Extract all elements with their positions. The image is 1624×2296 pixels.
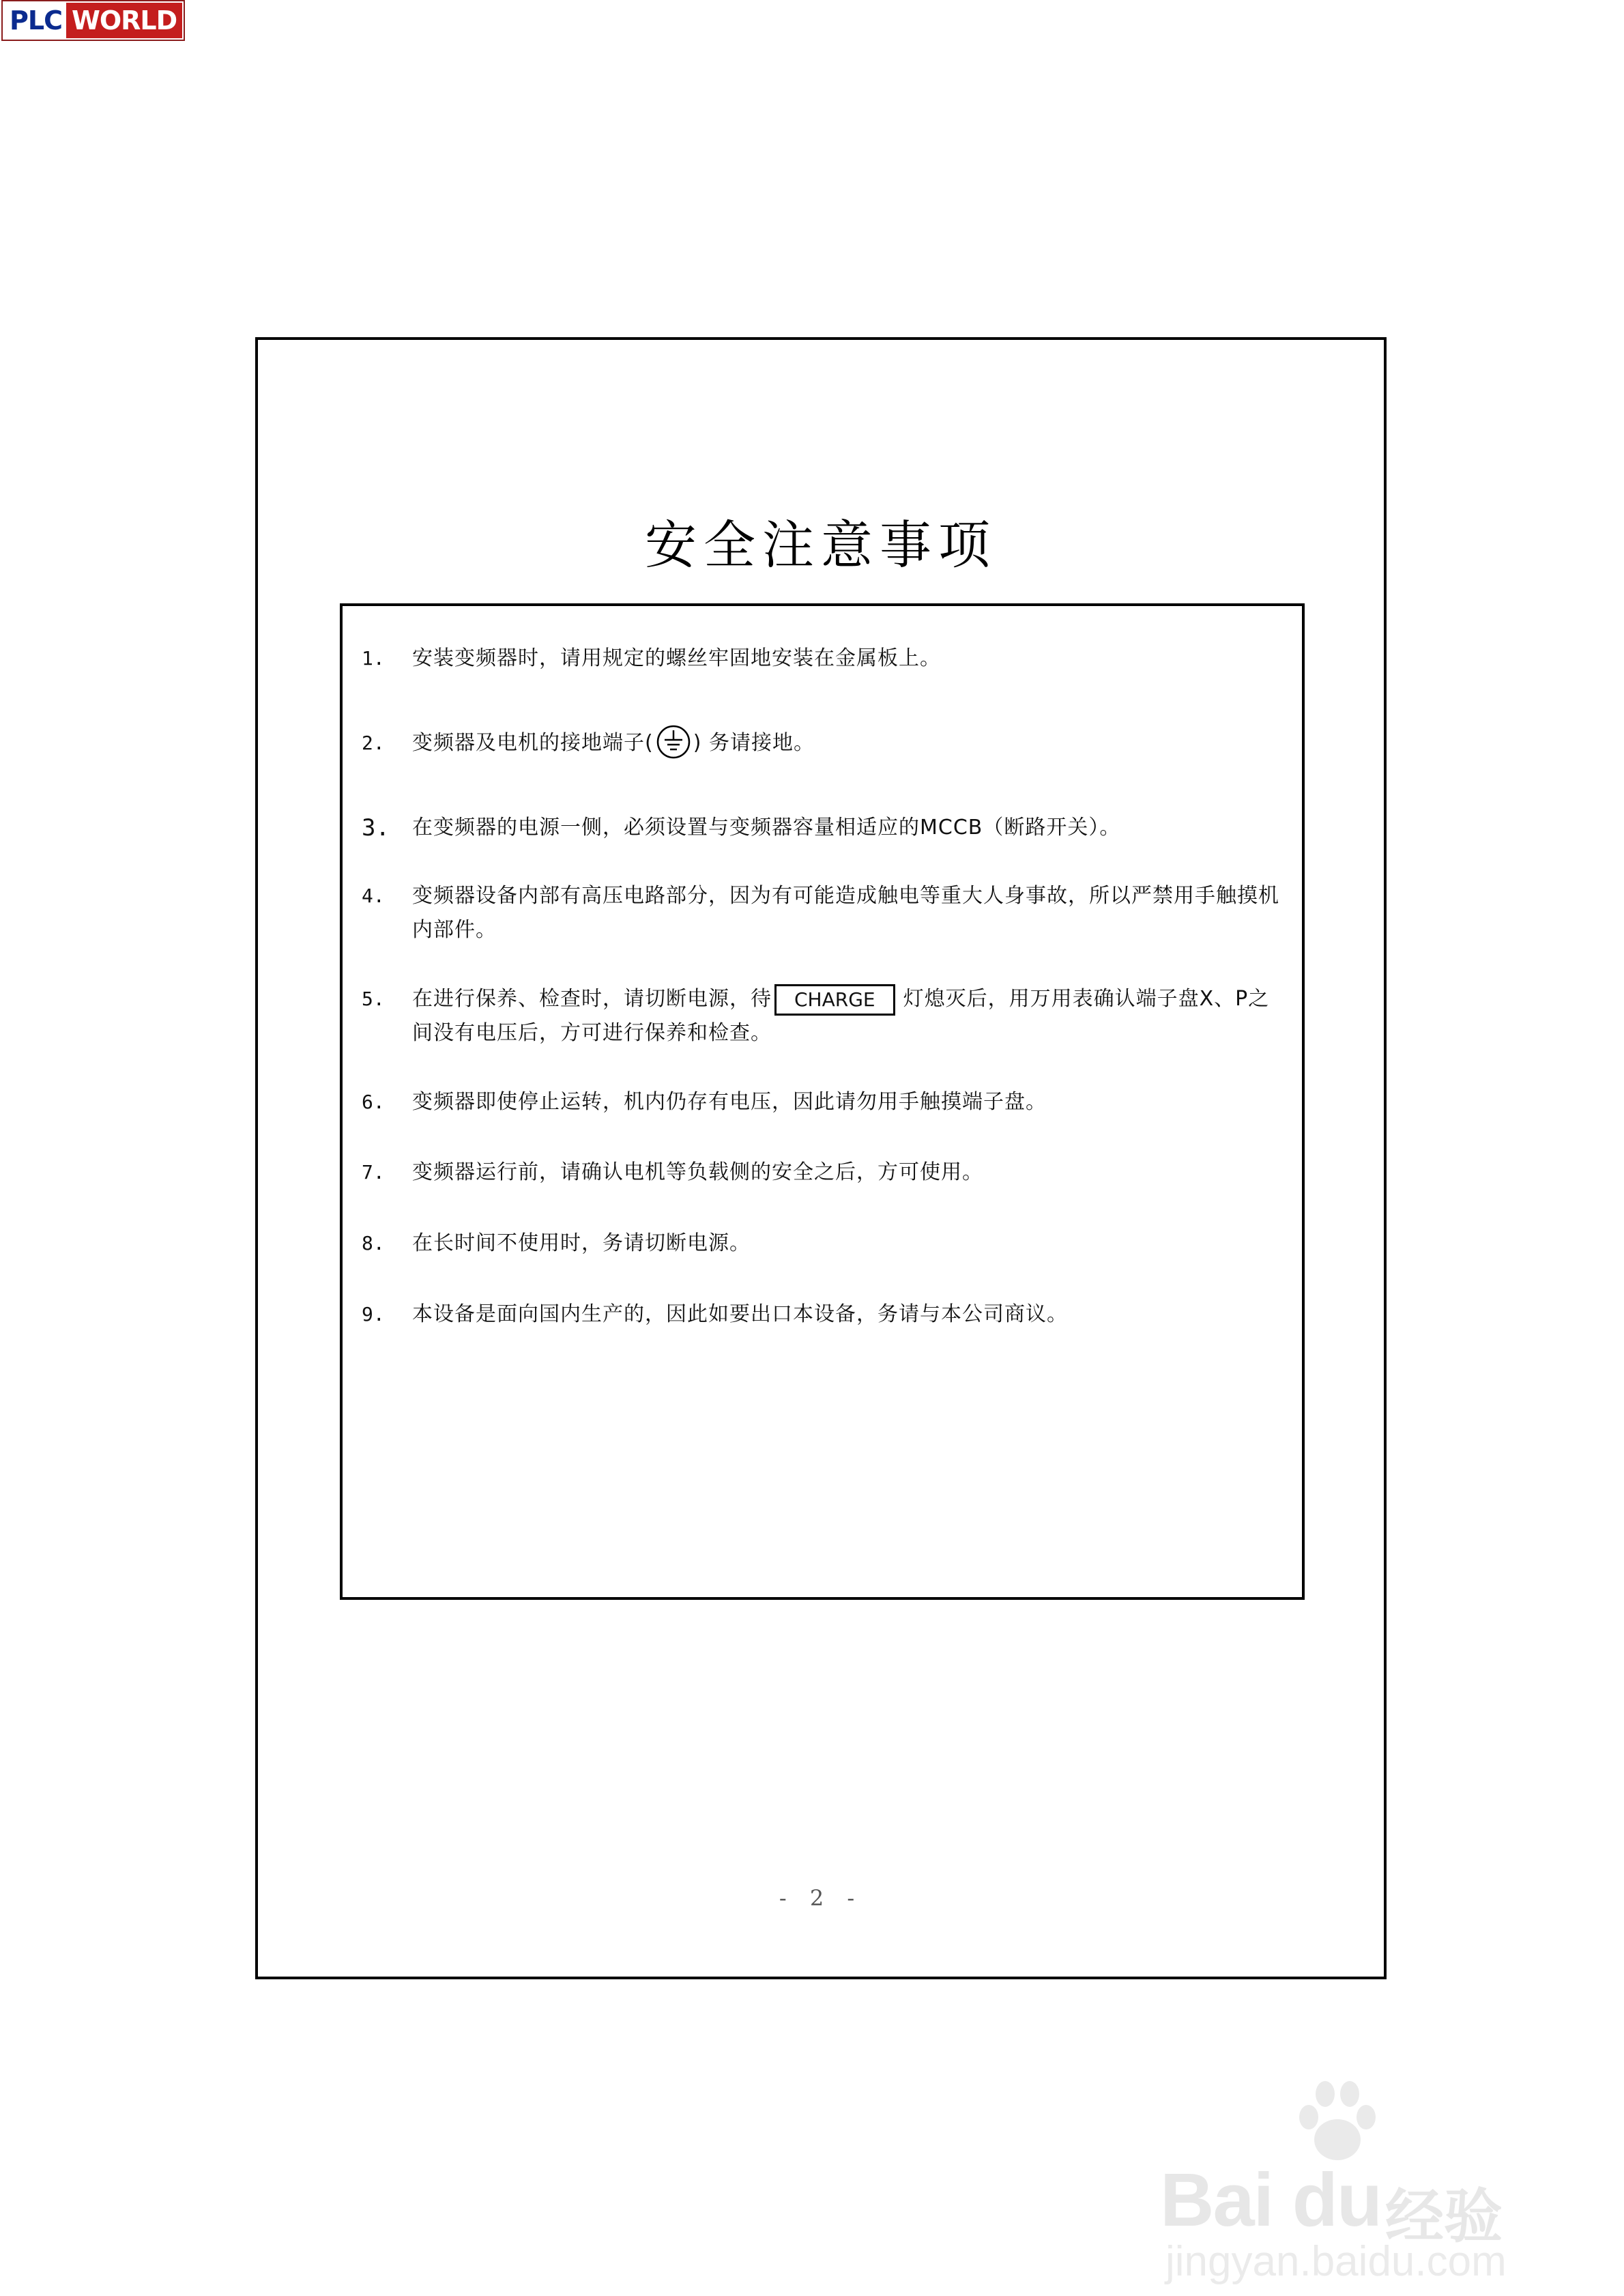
ground-terminal-icon	[655, 723, 692, 760]
list-item	[362, 1085, 1283, 1156]
item-number: 7.	[362, 1161, 385, 1183]
plcworld-logo	[3, 1, 184, 40]
item-text: 安装变频器时，请用规定的螺丝牢固地安装在金属板上。	[412, 646, 941, 670]
item-text	[412, 726, 1283, 760]
baidu-paw-icon	[1290, 2075, 1385, 2170]
item-text: 变频器即使停止运转，机内仍存有电压，因此请勿用手触摸端子盘。	[412, 1090, 1047, 1114]
watermark-brand: Bai du	[1160, 2158, 1382, 2242]
list-item	[362, 982, 1283, 1085]
logo-plc-text: PLC	[4, 3, 66, 38]
item-number: 6.	[362, 1091, 385, 1113]
list-item	[362, 811, 1283, 879]
list-item	[362, 1297, 1283, 1338]
list-item	[362, 1226, 1283, 1297]
safety-items-list	[362, 642, 1283, 1338]
item-text	[412, 982, 1283, 1050]
list-item	[362, 726, 1283, 811]
item-number: 3.	[362, 814, 390, 842]
item-text-before: 变频器及电机的接地端子(	[412, 731, 654, 755]
item-text: 变频器运行前，请确认电机等负载侧的安全之后，方可使用。	[412, 1160, 983, 1184]
logo-world-text: WORLD	[66, 3, 182, 38]
item-text: 在变频器的电源一侧，必须设置与变频器容量相适应的MCCB（断路开关）。	[412, 816, 1121, 840]
list-item	[362, 1156, 1283, 1226]
page-title: 安全注意事项	[645, 515, 997, 575]
page-number: - 2 -	[779, 1885, 863, 1911]
watermark-label: 经验	[1385, 2183, 1503, 2251]
item-number: 8.	[362, 1232, 385, 1254]
item-number: 5.	[362, 988, 385, 1010]
baidu-jingyan-watermark	[1160, 2075, 1569, 2285]
list-item	[362, 879, 1283, 982]
item-text: 本设备是面向国内生产的，因此如要出口本设备，务请与本公司商议。	[412, 1302, 1068, 1326]
item-text-before: 在进行保养、检查时，请切断电源，待	[412, 987, 772, 1011]
item-text: 在长时间不使用时，务请切断电源。	[412, 1231, 751, 1255]
item-text-after: 灯熄灭后，用万用表确认端子盘X、P之间没有电压后，方可进行保养和检查。	[412, 987, 1270, 1045]
item-number: 2.	[362, 732, 385, 754]
item-text: 变频器设备内部有高压电路部分，因为有可能造成触电等重大人身事故，所以严禁用手触摸机内部件。	[412, 884, 1279, 942]
item-number: 9.	[362, 1303, 385, 1325]
list-item	[362, 642, 1283, 726]
item-number: 4.	[362, 885, 385, 907]
item-text-after: ) 务请接地。	[693, 731, 815, 755]
item-number: 1.	[362, 647, 385, 670]
charge-indicator-label: CHARGE	[774, 984, 895, 1016]
watermark-url: jingyan.baidu.com	[1165, 2238, 1507, 2285]
